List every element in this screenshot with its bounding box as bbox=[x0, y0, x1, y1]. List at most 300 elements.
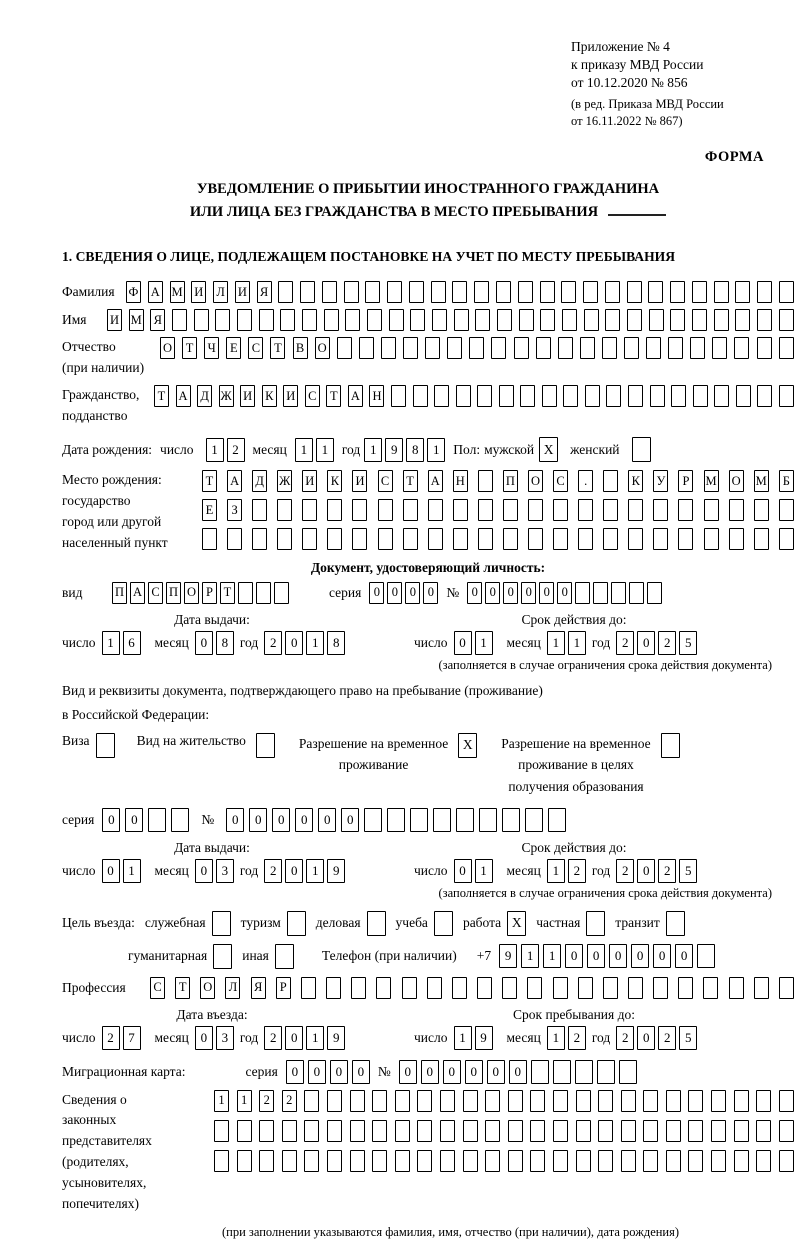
char-box[interactable] bbox=[666, 1120, 681, 1142]
char-box[interactable]: 0 bbox=[330, 1060, 348, 1084]
char-box[interactable] bbox=[653, 499, 668, 521]
char-box[interactable] bbox=[252, 499, 267, 521]
char-box[interactable] bbox=[779, 1090, 794, 1112]
char-box[interactable] bbox=[603, 499, 618, 521]
char-box[interactable] bbox=[779, 977, 794, 999]
char-box[interactable]: 2 bbox=[616, 1026, 634, 1050]
char-box[interactable] bbox=[540, 309, 555, 331]
char-box[interactable]: К bbox=[327, 470, 342, 492]
char-box[interactable] bbox=[463, 1120, 478, 1142]
char-box[interactable] bbox=[301, 977, 316, 999]
char-box[interactable] bbox=[376, 977, 391, 999]
char-box[interactable] bbox=[553, 1120, 568, 1142]
char-box[interactable] bbox=[621, 1150, 636, 1172]
char-box[interactable]: 0 bbox=[369, 582, 384, 604]
char-box[interactable]: Т bbox=[220, 582, 235, 604]
char-box[interactable]: Т bbox=[270, 337, 285, 359]
char-box[interactable] bbox=[327, 1090, 342, 1112]
char-box[interactable] bbox=[327, 499, 342, 521]
char-box[interactable] bbox=[367, 309, 382, 331]
char-box[interactable] bbox=[530, 1120, 545, 1142]
char-box[interactable] bbox=[302, 309, 317, 331]
char-box[interactable] bbox=[611, 582, 626, 604]
char-box[interactable] bbox=[629, 582, 644, 604]
char-box[interactable] bbox=[666, 1150, 681, 1172]
char-box[interactable] bbox=[344, 281, 359, 303]
char-box[interactable] bbox=[540, 281, 555, 303]
char-box[interactable] bbox=[754, 499, 769, 521]
char-box[interactable]: 0 bbox=[399, 1060, 417, 1084]
char-box[interactable] bbox=[643, 1120, 658, 1142]
char-box[interactable] bbox=[274, 582, 289, 604]
char-box[interactable] bbox=[402, 977, 417, 999]
char-box[interactable]: К bbox=[262, 385, 277, 407]
char-box[interactable] bbox=[598, 1150, 613, 1172]
char-box[interactable] bbox=[237, 1120, 252, 1142]
char-box[interactable] bbox=[96, 733, 115, 758]
char-box[interactable] bbox=[351, 977, 366, 999]
char-box[interactable] bbox=[403, 337, 418, 359]
char-box[interactable] bbox=[413, 385, 428, 407]
char-box[interactable] bbox=[734, 1120, 749, 1142]
char-box[interactable] bbox=[628, 528, 643, 550]
char-box[interactable] bbox=[427, 977, 442, 999]
char-box[interactable]: 2 bbox=[616, 631, 634, 655]
char-box[interactable]: О bbox=[528, 470, 543, 492]
char-box[interactable] bbox=[734, 1090, 749, 1112]
char-box[interactable]: З bbox=[227, 499, 242, 521]
char-box[interactable]: М bbox=[129, 309, 144, 331]
char-box[interactable] bbox=[275, 944, 294, 969]
char-box[interactable]: 1 bbox=[543, 944, 561, 968]
char-box[interactable]: П bbox=[112, 582, 127, 604]
char-box[interactable] bbox=[456, 385, 471, 407]
char-box[interactable]: 0 bbox=[565, 944, 583, 968]
char-box[interactable] bbox=[578, 499, 593, 521]
char-box[interactable]: 5 bbox=[679, 1026, 697, 1050]
char-box[interactable] bbox=[378, 499, 393, 521]
char-box[interactable] bbox=[431, 281, 446, 303]
char-box[interactable]: X bbox=[458, 733, 477, 758]
char-box[interactable] bbox=[417, 1120, 432, 1142]
char-box[interactable] bbox=[605, 309, 620, 331]
char-box[interactable] bbox=[337, 337, 352, 359]
char-box[interactable]: 0 bbox=[454, 631, 472, 655]
char-box[interactable] bbox=[606, 385, 621, 407]
char-box[interactable]: Д bbox=[197, 385, 212, 407]
char-box[interactable] bbox=[456, 808, 474, 832]
char-box[interactable] bbox=[735, 281, 750, 303]
char-box[interactable] bbox=[585, 385, 600, 407]
char-box[interactable]: 7 bbox=[123, 1026, 141, 1050]
char-box[interactable]: 5 bbox=[679, 631, 697, 655]
char-box[interactable]: 2 bbox=[264, 1026, 282, 1050]
char-box[interactable]: Т bbox=[403, 470, 418, 492]
char-box[interactable] bbox=[734, 337, 749, 359]
char-box[interactable] bbox=[528, 499, 543, 521]
char-box[interactable] bbox=[553, 1150, 568, 1172]
char-box[interactable]: Р bbox=[276, 977, 291, 999]
char-box[interactable] bbox=[562, 309, 577, 331]
char-box[interactable] bbox=[528, 528, 543, 550]
char-box[interactable] bbox=[648, 281, 663, 303]
char-box[interactable] bbox=[714, 281, 729, 303]
char-box[interactable] bbox=[304, 1090, 319, 1112]
char-box[interactable] bbox=[643, 1090, 658, 1112]
char-box[interactable] bbox=[603, 977, 618, 999]
char-box[interactable]: А bbox=[428, 470, 443, 492]
char-box[interactable] bbox=[485, 1120, 500, 1142]
char-box[interactable]: 9 bbox=[327, 1026, 345, 1050]
char-box[interactable]: 1 bbox=[427, 438, 445, 462]
char-box[interactable] bbox=[463, 1150, 478, 1172]
char-box[interactable] bbox=[779, 528, 794, 550]
char-box[interactable]: 0 bbox=[195, 631, 213, 655]
char-box[interactable] bbox=[352, 499, 367, 521]
char-box[interactable] bbox=[711, 1150, 726, 1172]
char-box[interactable] bbox=[697, 944, 715, 968]
char-box[interactable]: 6 bbox=[123, 631, 141, 655]
char-box[interactable]: И bbox=[352, 470, 367, 492]
char-box[interactable] bbox=[428, 499, 443, 521]
char-box[interactable] bbox=[440, 1150, 455, 1172]
char-box[interactable] bbox=[277, 528, 292, 550]
char-box[interactable]: 0 bbox=[272, 808, 290, 832]
char-box[interactable]: 1 bbox=[102, 631, 120, 655]
char-box[interactable] bbox=[558, 337, 573, 359]
char-box[interactable] bbox=[586, 911, 605, 936]
char-box[interactable]: С bbox=[553, 470, 568, 492]
char-box[interactable] bbox=[479, 808, 497, 832]
char-box[interactable] bbox=[212, 911, 231, 936]
char-box[interactable] bbox=[576, 1150, 591, 1172]
char-box[interactable] bbox=[350, 1090, 365, 1112]
char-box[interactable]: И bbox=[235, 281, 250, 303]
char-box[interactable] bbox=[649, 309, 664, 331]
char-box[interactable]: 2 bbox=[264, 631, 282, 655]
char-box[interactable] bbox=[214, 1150, 229, 1172]
char-box[interactable]: 0 bbox=[405, 582, 420, 604]
char-box[interactable]: О bbox=[160, 337, 175, 359]
char-box[interactable] bbox=[304, 1150, 319, 1172]
char-box[interactable]: М bbox=[170, 281, 185, 303]
char-box[interactable] bbox=[463, 1090, 478, 1112]
char-box[interactable]: 0 bbox=[454, 859, 472, 883]
char-box[interactable] bbox=[671, 385, 686, 407]
char-box[interactable] bbox=[304, 1120, 319, 1142]
char-box[interactable]: Ж bbox=[219, 385, 234, 407]
char-box[interactable] bbox=[282, 1150, 297, 1172]
char-box[interactable] bbox=[300, 281, 315, 303]
char-box[interactable] bbox=[779, 309, 794, 331]
char-box[interactable] bbox=[688, 1120, 703, 1142]
char-box[interactable] bbox=[530, 1090, 545, 1112]
char-box[interactable]: 0 bbox=[318, 808, 336, 832]
char-box[interactable]: 2 bbox=[568, 1026, 586, 1050]
char-box[interactable]: 0 bbox=[631, 944, 649, 968]
char-box[interactable]: 9 bbox=[475, 1026, 493, 1050]
char-box[interactable]: 0 bbox=[539, 582, 554, 604]
char-box[interactable] bbox=[670, 309, 685, 331]
char-box[interactable] bbox=[238, 582, 253, 604]
char-box[interactable]: Л bbox=[225, 977, 240, 999]
char-box[interactable]: 1 bbox=[475, 631, 493, 655]
char-box[interactable] bbox=[194, 309, 209, 331]
char-box[interactable]: О bbox=[729, 470, 744, 492]
char-box[interactable]: Р bbox=[678, 470, 693, 492]
char-box[interactable] bbox=[256, 582, 271, 604]
char-box[interactable] bbox=[324, 309, 339, 331]
char-box[interactable] bbox=[598, 1090, 613, 1112]
char-box[interactable]: 2 bbox=[259, 1090, 274, 1112]
char-box[interactable] bbox=[372, 1090, 387, 1112]
char-box[interactable] bbox=[754, 528, 769, 550]
char-box[interactable] bbox=[327, 1120, 342, 1142]
char-box[interactable]: Я bbox=[251, 977, 266, 999]
char-box[interactable]: Я bbox=[150, 309, 165, 331]
char-box[interactable]: Ч bbox=[204, 337, 219, 359]
char-box[interactable] bbox=[277, 499, 292, 521]
char-box[interactable]: 0 bbox=[485, 582, 500, 604]
char-box[interactable]: 1 bbox=[316, 438, 334, 462]
char-box[interactable] bbox=[478, 499, 493, 521]
char-box[interactable] bbox=[326, 977, 341, 999]
char-box[interactable]: Е bbox=[226, 337, 241, 359]
char-box[interactable] bbox=[703, 977, 718, 999]
char-box[interactable] bbox=[171, 808, 189, 832]
char-box[interactable] bbox=[666, 911, 685, 936]
char-box[interactable]: 0 bbox=[509, 1060, 527, 1084]
char-box[interactable]: О bbox=[184, 582, 199, 604]
char-box[interactable]: К bbox=[628, 470, 643, 492]
char-box[interactable]: С bbox=[248, 337, 263, 359]
char-box[interactable] bbox=[469, 337, 484, 359]
char-box[interactable]: Р bbox=[202, 582, 217, 604]
char-box[interactable] bbox=[734, 1150, 749, 1172]
char-box[interactable] bbox=[478, 528, 493, 550]
char-box[interactable]: П bbox=[503, 470, 518, 492]
char-box[interactable] bbox=[548, 808, 566, 832]
char-box[interactable] bbox=[678, 499, 693, 521]
char-box[interactable] bbox=[711, 1120, 726, 1142]
char-box[interactable] bbox=[603, 528, 618, 550]
char-box[interactable]: Т bbox=[202, 470, 217, 492]
char-box[interactable] bbox=[735, 309, 750, 331]
char-box[interactable] bbox=[287, 911, 306, 936]
char-box[interactable] bbox=[502, 977, 517, 999]
char-box[interactable] bbox=[714, 309, 729, 331]
char-box[interactable] bbox=[704, 499, 719, 521]
char-box[interactable] bbox=[632, 437, 651, 462]
char-box[interactable]: Т bbox=[326, 385, 341, 407]
char-box[interactable] bbox=[227, 528, 242, 550]
char-box[interactable]: 1 bbox=[123, 859, 141, 883]
char-box[interactable] bbox=[367, 911, 386, 936]
char-box[interactable]: 1 bbox=[306, 859, 324, 883]
char-box[interactable]: А bbox=[348, 385, 363, 407]
char-box[interactable]: Н bbox=[369, 385, 384, 407]
char-box[interactable]: 0 bbox=[421, 1060, 439, 1084]
char-box[interactable] bbox=[345, 309, 360, 331]
char-box[interactable] bbox=[403, 528, 418, 550]
char-box[interactable]: 0 bbox=[637, 859, 655, 883]
char-box[interactable]: Т bbox=[182, 337, 197, 359]
char-box[interactable]: 0 bbox=[521, 582, 536, 604]
char-box[interactable]: 0 bbox=[341, 808, 359, 832]
char-box[interactable] bbox=[561, 281, 576, 303]
char-box[interactable]: О bbox=[200, 977, 215, 999]
char-box[interactable]: А bbox=[148, 281, 163, 303]
char-box[interactable] bbox=[593, 582, 608, 604]
char-box[interactable] bbox=[692, 281, 707, 303]
char-box[interactable]: 0 bbox=[352, 1060, 370, 1084]
char-box[interactable] bbox=[214, 1120, 229, 1142]
char-box[interactable] bbox=[597, 1060, 615, 1084]
char-box[interactable] bbox=[364, 808, 382, 832]
char-box[interactable] bbox=[647, 582, 662, 604]
char-box[interactable] bbox=[440, 1090, 455, 1112]
char-box[interactable] bbox=[453, 499, 468, 521]
char-box[interactable] bbox=[503, 499, 518, 521]
char-box[interactable] bbox=[757, 309, 772, 331]
char-box[interactable]: 2 bbox=[102, 1026, 120, 1050]
char-box[interactable]: 1 bbox=[364, 438, 382, 462]
char-box[interactable] bbox=[213, 944, 232, 969]
char-box[interactable] bbox=[621, 1120, 636, 1142]
char-box[interactable] bbox=[578, 528, 593, 550]
char-box[interactable]: 0 bbox=[195, 1026, 213, 1050]
char-box[interactable]: 0 bbox=[503, 582, 518, 604]
char-box[interactable] bbox=[779, 499, 794, 521]
char-box[interactable]: 2 bbox=[658, 859, 676, 883]
char-box[interactable] bbox=[503, 528, 518, 550]
char-box[interactable] bbox=[453, 528, 468, 550]
char-box[interactable]: 0 bbox=[443, 1060, 461, 1084]
char-box[interactable] bbox=[711, 1090, 726, 1112]
char-box[interactable]: С bbox=[378, 470, 393, 492]
char-box[interactable] bbox=[628, 977, 643, 999]
char-box[interactable]: 8 bbox=[216, 631, 234, 655]
char-box[interactable]: 0 bbox=[295, 808, 313, 832]
char-box[interactable] bbox=[628, 385, 643, 407]
char-box[interactable] bbox=[754, 977, 769, 999]
char-box[interactable]: Д bbox=[252, 470, 267, 492]
char-box[interactable]: 1 bbox=[206, 438, 224, 462]
char-box[interactable]: 0 bbox=[557, 582, 572, 604]
char-box[interactable]: 2 bbox=[616, 859, 634, 883]
char-box[interactable]: 9 bbox=[499, 944, 517, 968]
char-box[interactable] bbox=[666, 1090, 681, 1112]
char-box[interactable] bbox=[575, 582, 590, 604]
char-box[interactable]: 1 bbox=[568, 631, 586, 655]
char-box[interactable] bbox=[387, 808, 405, 832]
char-box[interactable]: 0 bbox=[637, 1026, 655, 1050]
char-box[interactable]: И bbox=[191, 281, 206, 303]
char-box[interactable]: И bbox=[240, 385, 255, 407]
char-box[interactable] bbox=[525, 808, 543, 832]
char-box[interactable] bbox=[624, 337, 639, 359]
char-box[interactable] bbox=[779, 1120, 794, 1142]
char-box[interactable] bbox=[653, 977, 668, 999]
char-box[interactable] bbox=[690, 337, 705, 359]
char-box[interactable]: 5 bbox=[679, 859, 697, 883]
char-box[interactable] bbox=[693, 385, 708, 407]
char-box[interactable]: 0 bbox=[675, 944, 693, 968]
char-box[interactable] bbox=[729, 528, 744, 550]
char-box[interactable] bbox=[452, 281, 467, 303]
char-box[interactable] bbox=[553, 977, 568, 999]
char-box[interactable]: 0 bbox=[487, 1060, 505, 1084]
char-box[interactable] bbox=[502, 808, 520, 832]
char-box[interactable] bbox=[578, 977, 593, 999]
char-box[interactable] bbox=[712, 337, 727, 359]
char-box[interactable] bbox=[757, 385, 772, 407]
char-box[interactable] bbox=[417, 1150, 432, 1172]
char-box[interactable] bbox=[359, 337, 374, 359]
char-box[interactable] bbox=[259, 309, 274, 331]
char-box[interactable] bbox=[252, 528, 267, 550]
char-box[interactable] bbox=[519, 309, 534, 331]
char-box[interactable]: 0 bbox=[102, 808, 120, 832]
char-box[interactable] bbox=[259, 1120, 274, 1142]
char-box[interactable] bbox=[428, 528, 443, 550]
char-box[interactable] bbox=[352, 528, 367, 550]
char-box[interactable] bbox=[602, 337, 617, 359]
char-box[interactable] bbox=[531, 1060, 549, 1084]
char-box[interactable] bbox=[485, 1090, 500, 1112]
char-box[interactable] bbox=[576, 1090, 591, 1112]
char-box[interactable] bbox=[432, 309, 447, 331]
char-box[interactable] bbox=[417, 1090, 432, 1112]
char-box[interactable]: 1 bbox=[454, 1026, 472, 1050]
char-box[interactable]: И bbox=[283, 385, 298, 407]
char-box[interactable] bbox=[757, 337, 772, 359]
char-box[interactable] bbox=[598, 1120, 613, 1142]
char-box[interactable] bbox=[779, 281, 794, 303]
char-box[interactable] bbox=[278, 281, 293, 303]
char-box[interactable] bbox=[395, 1150, 410, 1172]
char-box[interactable]: 2 bbox=[264, 859, 282, 883]
char-box[interactable] bbox=[628, 499, 643, 521]
char-box[interactable]: 3 bbox=[216, 859, 234, 883]
char-box[interactable] bbox=[530, 1150, 545, 1172]
char-box[interactable] bbox=[425, 337, 440, 359]
char-box[interactable] bbox=[433, 808, 451, 832]
char-box[interactable] bbox=[627, 309, 642, 331]
char-box[interactable] bbox=[499, 385, 514, 407]
char-box[interactable] bbox=[496, 281, 511, 303]
char-box[interactable]: 0 bbox=[286, 1060, 304, 1084]
char-box[interactable] bbox=[410, 808, 428, 832]
char-box[interactable]: А bbox=[227, 470, 242, 492]
char-box[interactable] bbox=[619, 1060, 637, 1084]
char-box[interactable] bbox=[391, 385, 406, 407]
char-box[interactable] bbox=[650, 385, 665, 407]
char-box[interactable]: 0 bbox=[195, 859, 213, 883]
char-box[interactable] bbox=[327, 1150, 342, 1172]
char-box[interactable]: 0 bbox=[308, 1060, 326, 1084]
char-box[interactable]: 2 bbox=[227, 438, 245, 462]
char-box[interactable]: 1 bbox=[306, 631, 324, 655]
char-box[interactable] bbox=[756, 1120, 771, 1142]
char-box[interactable]: X bbox=[507, 911, 526, 936]
char-box[interactable] bbox=[440, 1120, 455, 1142]
char-box[interactable] bbox=[148, 808, 166, 832]
char-box[interactable]: 0 bbox=[125, 808, 143, 832]
char-box[interactable]: Т bbox=[175, 977, 190, 999]
char-box[interactable] bbox=[563, 385, 578, 407]
char-box[interactable] bbox=[580, 337, 595, 359]
